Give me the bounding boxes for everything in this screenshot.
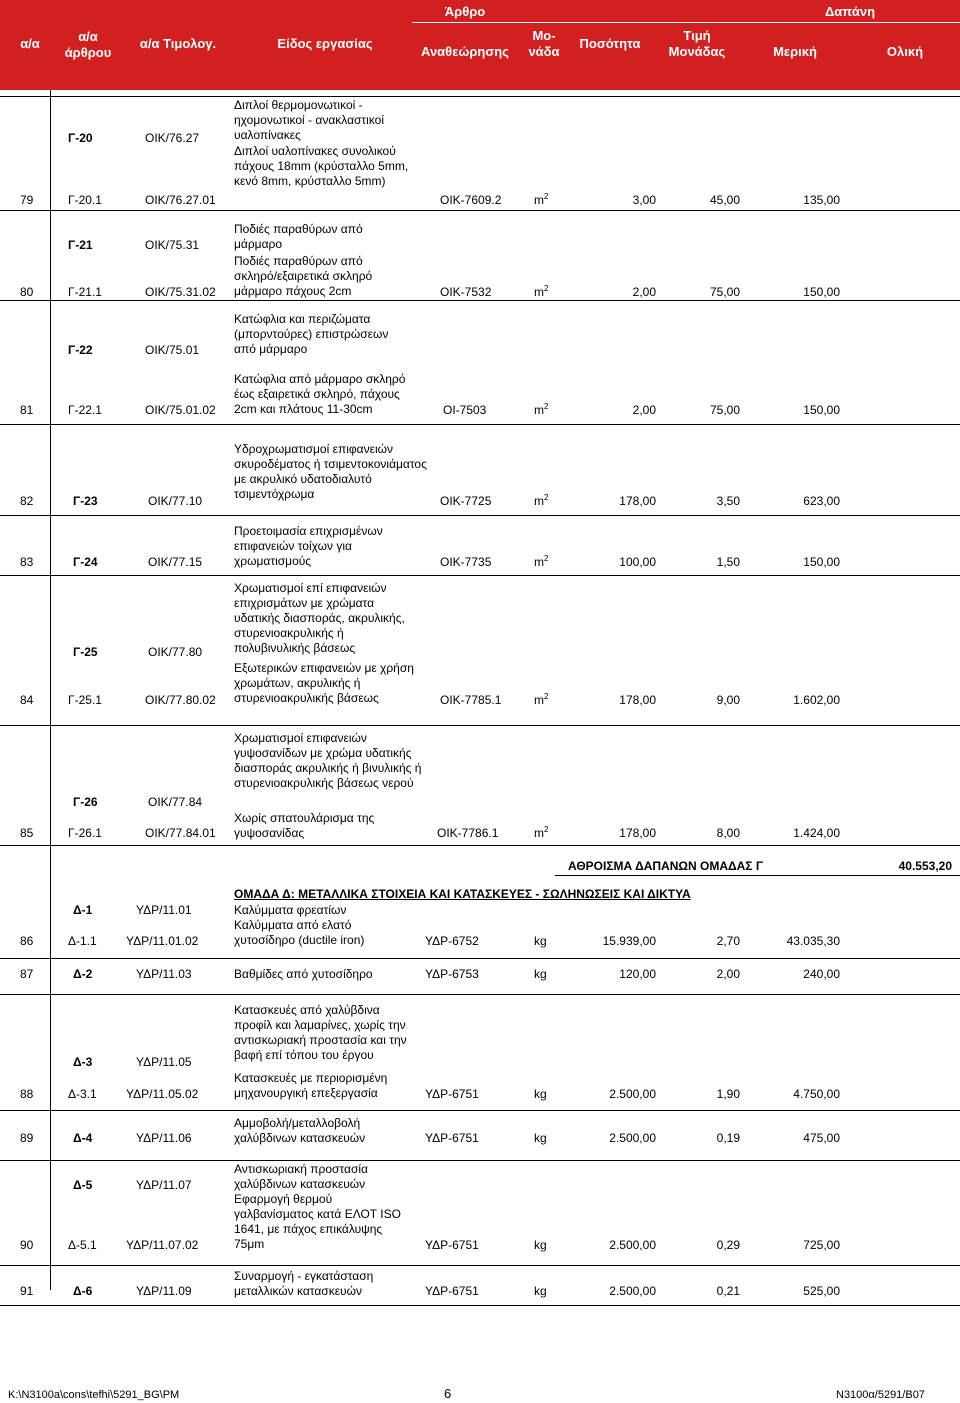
row-number: 85 — [20, 826, 34, 840]
unit-price: 75,00 — [709, 285, 740, 299]
work-description: Προετοιμασία επιχρισμένων επιφανειών τοίχων για χρωματισμούς — [234, 524, 383, 568]
header-timi: Τιμή Μονάδας — [668, 28, 726, 59]
work-description: Υδροχρωματισμοί επιφανειών σκυροδέματος ή τσιμεντοκονιάματος με ακρυλικό υδατοδιαλυτό τσιμεντόχρωμα — [234, 442, 427, 501]
page-number: 6 — [444, 1386, 452, 1401]
quantity: 120,00 — [619, 967, 656, 981]
quantity: 2,00 — [632, 403, 656, 417]
header-anatheorisis: Αναθεώρησης — [421, 44, 509, 59]
row-separator — [0, 515, 960, 516]
table-row-84 — [0, 575, 960, 725]
work-description: Κατώφλια και περιζώματα (μπορντούρες) επιστρώσεων από μάρμαρο — [234, 312, 389, 356]
partial-cost: 150,00 — [803, 285, 840, 299]
work-description: Συναρμογή - εγκατάσταση μεταλλικών κατασκευών — [234, 1269, 374, 1298]
row-number: 90 — [20, 1238, 34, 1252]
row-separator — [0, 1110, 960, 1111]
header-posotita: Ποσότητα — [579, 36, 641, 51]
unit: $m^2$ — [534, 402, 549, 417]
article-number: Δ-3 — [73, 1055, 93, 1069]
partial-cost: 525,00 — [803, 1284, 840, 1298]
unit-price: 0,19 — [716, 1131, 740, 1145]
header-meriki: Μερική — [773, 44, 817, 59]
tender-code: ΥΔΡ/11.03 — [136, 967, 192, 981]
article-number: Γ-21.1 — [68, 285, 102, 299]
partial-cost: 623,00 — [803, 494, 840, 508]
tender-code: ΟΙΚ/77.84.01 — [145, 826, 216, 840]
unit-price: 75,00 — [709, 403, 740, 417]
unit: kg — [534, 1238, 547, 1252]
tender-code: ΥΔΡ/11.09 — [136, 1284, 192, 1298]
partial-cost: 4.750,00 — [793, 1087, 840, 1101]
group-total-row — [0, 845, 960, 880]
article-number: Δ-1.1 — [68, 934, 97, 948]
work-description: Ποδιές παραθύρων από μάρμαρο — [234, 222, 363, 251]
row-number: 83 — [20, 555, 34, 569]
article-number: Γ-24 — [73, 555, 98, 569]
row-separator — [0, 300, 960, 301]
work-description: Χωρίς σπατουλάρισμα της γυψοσανίδας — [234, 811, 375, 840]
tender-code: ΟΙΚ/75.31.02 — [145, 285, 216, 299]
work-description: Εφαρμογή θερμού γαλβανίσματος κατά ΕΛΟΤ ISO 1641, με πάχος επικάλυψης 75μm — [234, 1192, 401, 1251]
partial-cost: 1.424,00 — [793, 826, 840, 840]
unit-price: 9,00 — [716, 693, 740, 707]
table-row-83 — [0, 515, 960, 575]
table-row-82 — [0, 424, 960, 515]
header-aa-arthrou: α/α άρθρου — [64, 29, 112, 60]
tender-code: ΟΙΚ/77.15 — [148, 555, 203, 569]
quantity: 2.500,00 — [609, 1238, 656, 1252]
header-oliki: Ολική — [886, 44, 924, 59]
unit-price: 1,50 — [716, 555, 740, 569]
partial-cost: 725,00 — [803, 1238, 840, 1252]
unit: $m^2$ — [534, 825, 549, 840]
table-row-90 — [0, 1160, 960, 1265]
revision-code: ΥΔΡ-6751 — [425, 1131, 479, 1145]
table-header — [0, 0, 960, 90]
revision-code: ΟΙΚ-7785.1 — [440, 693, 502, 707]
article-number: Γ-20.1 — [68, 193, 102, 207]
quantity: 2,00 — [632, 285, 656, 299]
article-number: Δ-5 — [73, 1178, 93, 1192]
row-separator — [0, 575, 960, 576]
tender-code: ΟΙΚ/75.01 — [145, 343, 200, 357]
article-number: Γ-20 — [68, 131, 93, 145]
total-rule — [555, 875, 960, 876]
tender-code: ΥΔΡ/11.05 — [136, 1055, 192, 1069]
tender-code: ΟΙΚ/75.31 — [145, 238, 200, 252]
partial-cost: 43.035,30 — [786, 934, 840, 948]
unit-price: 3,50 — [716, 494, 740, 508]
unit: $m^2$ — [534, 284, 549, 299]
tender-code: ΟΙΚ/75.01.02 — [145, 403, 216, 417]
group-heading: ΟΜΑΔΑ Δ: ΜΕΤΑΛΛΙΚΑ ΣΤΟΙΧΕΙΑ ΚΑΙ ΚΑΤΑΣΚΕΥΕΣ - ΣΩΛΗΝΩΣΕΙΣ ΚΑΙ ΔΙΚΤΥΑ — [234, 887, 691, 901]
partial-cost: 1.602,00 — [793, 693, 840, 707]
unit-price: 2,70 — [716, 934, 740, 948]
quantity: 100,00 — [619, 555, 656, 569]
row-separator — [0, 210, 960, 211]
work-description: Αμμοβολή/μεταλλοβολή χαλύβδινων κατασκευών — [234, 1116, 366, 1145]
revision-code: ΥΔΡ-6751 — [425, 1238, 479, 1252]
row-number: 80 — [20, 285, 34, 299]
quantity: 178,00 — [619, 693, 656, 707]
article-number: Γ-25 — [73, 645, 98, 659]
row-number: 86 — [20, 934, 34, 948]
unit-price: 2,00 — [716, 967, 740, 981]
unit-price: 45,00 — [709, 193, 740, 207]
table-row-87 — [0, 958, 960, 994]
unit: $m^2$ — [534, 554, 549, 569]
unit: $m^2$ — [534, 493, 549, 508]
row-separator — [0, 994, 960, 995]
row-separator — [0, 958, 960, 959]
row-number: 79 — [20, 193, 34, 207]
table-row-86 — [0, 880, 960, 958]
article-number: Δ-5.1 — [68, 1238, 97, 1252]
tender-code: ΥΔΡ/11.05.02 — [126, 1087, 199, 1101]
unit: kg — [534, 967, 547, 981]
row-separator — [0, 725, 960, 726]
article-number: Γ-25.1 — [68, 693, 102, 707]
work-description: Κατασκευές με περιορισμένη μηχανουργική επεξεργασία — [234, 1071, 388, 1100]
work-description: Καλύμματα από ελατό χυτοσίδηρο (ductile iron) — [234, 918, 365, 947]
article-number: Γ-22 — [68, 343, 93, 357]
header-aa-timologiou: α/α Τιμολογ. — [139, 36, 217, 51]
work-description: Εξωτερικών επιφανειών με χρήση χρωμάτων, ακρυλικής ή στυρενιοακρυλικής βάσεως — [234, 661, 414, 705]
unit: kg — [534, 1087, 547, 1101]
revision-code: ΥΔΡ-6751 — [425, 1087, 479, 1101]
article-number: Δ-3.1 — [68, 1087, 97, 1101]
row-separator — [0, 424, 960, 425]
group-total-label: ΑΘΡΟΙΣΜΑ ΔΑΠΑΝΩΝ ΟΜΑΔΑΣ Γ — [568, 859, 764, 873]
header-divider — [412, 22, 960, 23]
group-total-value: 40.553,20 — [898, 859, 952, 873]
row-number: 88 — [20, 1087, 34, 1101]
tender-code: ΥΔΡ/11.01.02 — [126, 934, 199, 948]
quantity: 2.500,00 — [609, 1087, 656, 1101]
article-number: Δ-4 — [73, 1131, 93, 1145]
header-aa: α/α — [20, 36, 40, 51]
work-description: Χρωματισμοί επί επιφανειών επιχρισμάτων με χρώματα υδατικής διασποράς, ακρυλικής, στυρενιοακρυλικής ή πολυβινυλικής βάσεως — [234, 581, 405, 655]
article-number: Δ-2 — [73, 967, 93, 981]
tender-code: ΥΔΡ/11.01 — [136, 903, 192, 917]
row-number: 82 — [20, 494, 34, 508]
table-row-91 — [0, 1265, 960, 1305]
tender-code: ΟΙΚ/77.80.02 — [145, 693, 216, 707]
row-separator — [0, 1305, 960, 1306]
partial-cost: 240,00 — [803, 967, 840, 981]
article-number: Γ-22.1 — [68, 403, 102, 417]
work-description: Αντισκωριακή προστασία χαλύβδινων κατασκευών — [234, 1162, 368, 1191]
partial-cost: 150,00 — [803, 403, 840, 417]
revision-code: ΟΙΚ-7609.2 — [440, 193, 502, 207]
work-description: Κατώφλια από μάρμαρο σκληρό έως εξαιρετικά σκληρό, πάχους 2cm και πλάτους 11-30cm — [234, 372, 406, 416]
unit: $m^2$ — [534, 692, 549, 707]
partial-cost: 150,00 — [803, 555, 840, 569]
revision-code: ΟΙΚ-7532 — [440, 285, 492, 299]
work-description: Καλύμματα φρεατίων — [234, 903, 347, 917]
partial-cost: 135,00 — [803, 193, 840, 207]
work-description: Χρωματισμοί επιφανειών γυψοσανίδων με χρώμα υδατικής διασποράς ακρυλικής ή βινυλικής ή στυρενιοακρυλικής βάσεως νερού — [234, 731, 422, 790]
revision-code: ΟΙΚ-7786.1 — [437, 826, 499, 840]
revision-code: ΥΔΡ-6751 — [425, 1284, 479, 1298]
revision-code: ΟΙΚ-7725 — [440, 494, 492, 508]
header-dapani: Δαπάνη — [824, 4, 876, 19]
work-description: Διπλοί θερμομονωτικοί - ηχομονωτικοί - ανακλαστικοί υαλοπίνακες — [234, 98, 385, 142]
row-number: 84 — [20, 693, 34, 707]
revision-code: ΥΔΡ-6753 — [425, 967, 479, 981]
revision-code: ΥΔΡ-6752 — [425, 934, 479, 948]
row-separator — [0, 845, 960, 846]
quantity: 178,00 — [619, 494, 656, 508]
header-arthro: Άρθρο — [444, 4, 486, 19]
row-separator — [0, 1160, 960, 1161]
unit: kg — [534, 934, 547, 948]
file-path: K:\N3100a\cons\tefhi\5291_BG\PM — [8, 1389, 180, 1401]
article-number: Γ-26 — [73, 795, 98, 809]
tender-code: ΟΙΚ/76.27 — [145, 131, 200, 145]
row-number: 87 — [20, 967, 34, 981]
article-number: Δ-1 — [73, 903, 93, 917]
article-number: Γ-21 — [68, 238, 93, 252]
header-eidos: Είδος εργασίας — [277, 36, 373, 51]
tender-code: ΟΙΚ/76.27.01 — [145, 193, 216, 207]
article-number: Δ-6 — [73, 1284, 93, 1298]
revision-code: ΟΙ-7503 — [443, 403, 487, 417]
work-description: Κατασκευές από χαλύβδινα προφίλ και λαμαρίνες, χωρίς την αντισκωριακή προστασία και την βαφή επί τόπου του έργου — [234, 1003, 407, 1062]
table-row-85 — [0, 725, 960, 845]
document-code: N3100α/5291/B07 — [836, 1389, 925, 1401]
quantity: 15.939,00 — [602, 934, 656, 948]
work-description: Βαθμίδες από χυτοσίδηρο — [234, 967, 373, 981]
table-row-89 — [0, 1110, 960, 1160]
quantity: 2.500,00 — [609, 1131, 656, 1145]
work-description: Διπλοί υαλοπίνακες συνολικού πάχους 18mm (κρύσταλλο 5mm, κενό 8mm, κρύσταλλο 5mm) — [234, 144, 409, 188]
unit-price: 8,00 — [716, 826, 740, 840]
tender-code: ΥΔΡ/11.07.02 — [126, 1238, 199, 1252]
header-monada: Μο- νάδα — [528, 28, 560, 59]
tender-code: ΥΔΡ/11.06 — [136, 1131, 192, 1145]
tender-code: ΟΙΚ/77.10 — [148, 494, 203, 508]
quantity: 178,00 — [619, 826, 656, 840]
table-row-81 — [0, 300, 960, 424]
unit: kg — [534, 1284, 547, 1298]
table-row-80 — [0, 210, 960, 300]
row-separator — [0, 96, 960, 97]
unit-price: 0,21 — [716, 1284, 740, 1298]
tender-code: ΟΙΚ/77.80 — [148, 645, 203, 659]
row-number: 89 — [20, 1131, 34, 1145]
tender-code: ΥΔΡ/11.07 — [136, 1178, 192, 1192]
quantity: 3,00 — [632, 193, 656, 207]
unit-price: 0,29 — [716, 1238, 740, 1252]
tender-code: ΟΙΚ/77.84 — [148, 795, 203, 809]
row-number: 81 — [20, 403, 34, 417]
page-footer — [0, 1388, 960, 1403]
quantity: 2.500,00 — [609, 1284, 656, 1298]
row-separator — [0, 1265, 960, 1266]
work-description: Ποδιές παραθύρων από σκληρό/εξαιρετικά σκληρό μάρμαρο πάχους 2cm — [234, 254, 373, 298]
unit: $m^2$ — [534, 192, 549, 207]
table-row-88 — [0, 994, 960, 1110]
unit-price: 1,90 — [716, 1087, 740, 1101]
article-number: Γ-26.1 — [68, 826, 102, 840]
partial-cost: 475,00 — [803, 1131, 840, 1145]
article-number: Γ-23 — [73, 494, 98, 508]
revision-code: ΟΙΚ-7735 — [440, 555, 492, 569]
unit: kg — [534, 1131, 547, 1145]
row-number: 91 — [20, 1284, 34, 1298]
table-row-79 — [0, 96, 960, 210]
